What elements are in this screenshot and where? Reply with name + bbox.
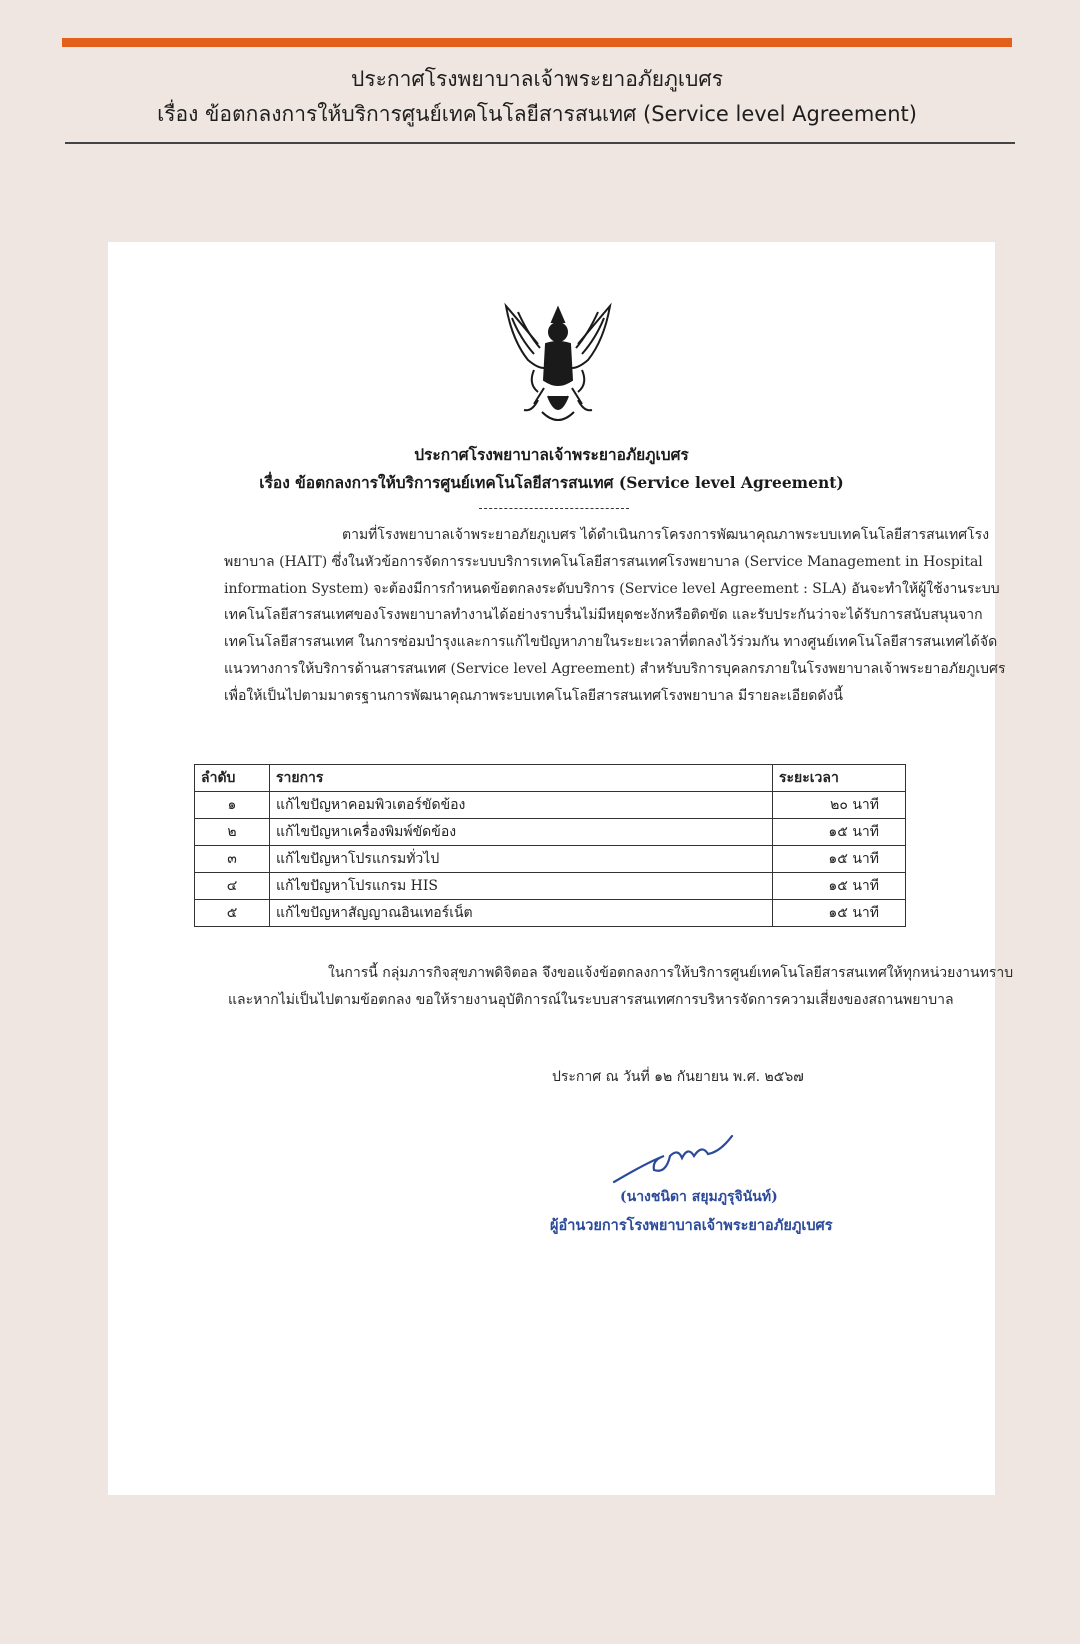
row-number: ๓: [195, 846, 270, 873]
header-subtitle: เรื่อง ข้อตกลงการให้บริการศูนย์เทคโนโลยีสารสนเทศ (Service level Agreement): [157, 102, 917, 126]
column-header-item: รายการ: [270, 765, 773, 792]
row-number: ๒: [195, 819, 270, 846]
row-item: แก้ไขปัญหาโปรแกรมทั่วไป: [270, 846, 773, 873]
announcement-document: [108, 242, 1014, 1495]
row-item: แก้ไขปัญหาโปรแกรม HIS: [270, 873, 773, 900]
row-duration: ๑๕ นาที: [773, 819, 906, 846]
signature-icon: [608, 1122, 748, 1192]
table-row: [195, 873, 906, 900]
row-duration: ๑๕ นาที: [773, 846, 906, 873]
intro-paragraph: ตามที่โรงพยาบาลเจ้าพระยาอภัยภูเบศร ได้ดำเนินการโครงการพัฒนาคุณภาพระบบเทคโนโลยีสารสนเทศโรงพยาบาล (HAIT) ซึ่งในหัวข้อการจัดการระบบบริการเทคโนโลยีสารสนเทศโรงพยาบาล (Service Management in Hospital information System) จะต้องมีการกำหนดข้อตกลงระดับบริการ (Service level Agreement : SLA) อันจะทำให้ผู้ใช้งานระบบเทคโนโลยีสารสนเทศของโรงพยาบาลทำงานได้อย่างราบรื่นไม่มีหยุดชะงักหรือติดขัด และรับประกันว่าจะได้รับการสนับสนุนจากเทคโนโลยีสารสนเทศ ในการซ่อมบำรุงและการแก้ไขปัญหาภายในระยะเวลาที่ตกลงไว้ร่วมกัน ทางศูนย์เทคโนโลยีสารสนเทศได้จัดแนวทางการให้บริการด้านสารสนเทศ (Service level Agreement) สำหรับบริการบุคลกรภายในโรงพยาบาลเจ้าพระยาอภัยภูเบศร เพื่อให้เป็นไปตามมาตรฐานการพัฒนาคุณภาพระบบเทคโนโลยีสารสนเทศโรงพยาบาล มีรายละเอียดดังนี้: [224, 527, 1006, 704]
document-title: ประกาศโรงพยาบาลเจ้าพระยาอภัยภูเบศร: [414, 445, 689, 464]
table-row: [195, 792, 906, 819]
title-divider: [479, 508, 629, 509]
row-duration: ๑๕ นาที: [773, 873, 906, 900]
sla-table: [194, 764, 906, 927]
signer-title: ผู้อำนวยการโรงพยาบาลเจ้าพระยาอภัยภูเบศร: [550, 1217, 833, 1234]
row-duration: ๑๕ นาที: [773, 900, 906, 927]
row-number: ๑: [195, 792, 270, 819]
signer-name: (นางชนิดา สยุมภูรุจินันท์): [620, 1189, 778, 1205]
accent-bar: [62, 38, 1012, 47]
page-header: [62, 62, 1012, 132]
header-divider: [65, 142, 1015, 144]
row-duration: ๒๐ นาที: [773, 792, 906, 819]
table-header-row: [195, 765, 906, 792]
closing-paragraph: ในการนี้ กลุ่มภารกิจสุขภาพดิจิตอล จึงขอแจ้งข้อตกลงการให้บริการศูนย์เทคโนโลยีสารสนเทศให้ทุกหน่วยงานทราบ และหากไม่เป็นไปตามข้อตกลง ขอให้รายงานอุบัติการณ์ในระบบสารสนเทศการบริหารจัดการความเสี่ยงของสถานพยาบาล: [228, 965, 1014, 1008]
header-title: ประกาศโรงพยาบาลเจ้าพระยาอภัยภูเบศร: [351, 67, 723, 91]
document-subject: เรื่อง ข้อตกลงการให้บริการศูนย์เทคโนโลยีสารสนเทศ (Service level Agreement): [259, 473, 844, 492]
table-row: [195, 846, 906, 873]
row-item: แก้ไขปัญหาคอมพิวเตอร์ขัดข้อง: [270, 792, 773, 819]
row-number: ๕: [195, 900, 270, 927]
row-number: ๔: [195, 873, 270, 900]
garuda-emblem-icon: [498, 300, 618, 430]
column-header-duration: ระยะเวลา: [773, 765, 906, 792]
announcement-date: ประกาศ ณ วันที่ ๑๒ กันยายน พ.ศ. ๒๕๖๗: [552, 1069, 804, 1085]
column-header-no: ลำดับ: [195, 765, 270, 792]
table-row: [195, 900, 906, 927]
table-row: [195, 819, 906, 846]
row-item: แก้ไขปัญหาเครื่องพิมพ์ขัดข้อง: [270, 819, 773, 846]
row-item: แก้ไขปัญหาสัญญาณอินเทอร์เน็ต: [270, 900, 773, 927]
